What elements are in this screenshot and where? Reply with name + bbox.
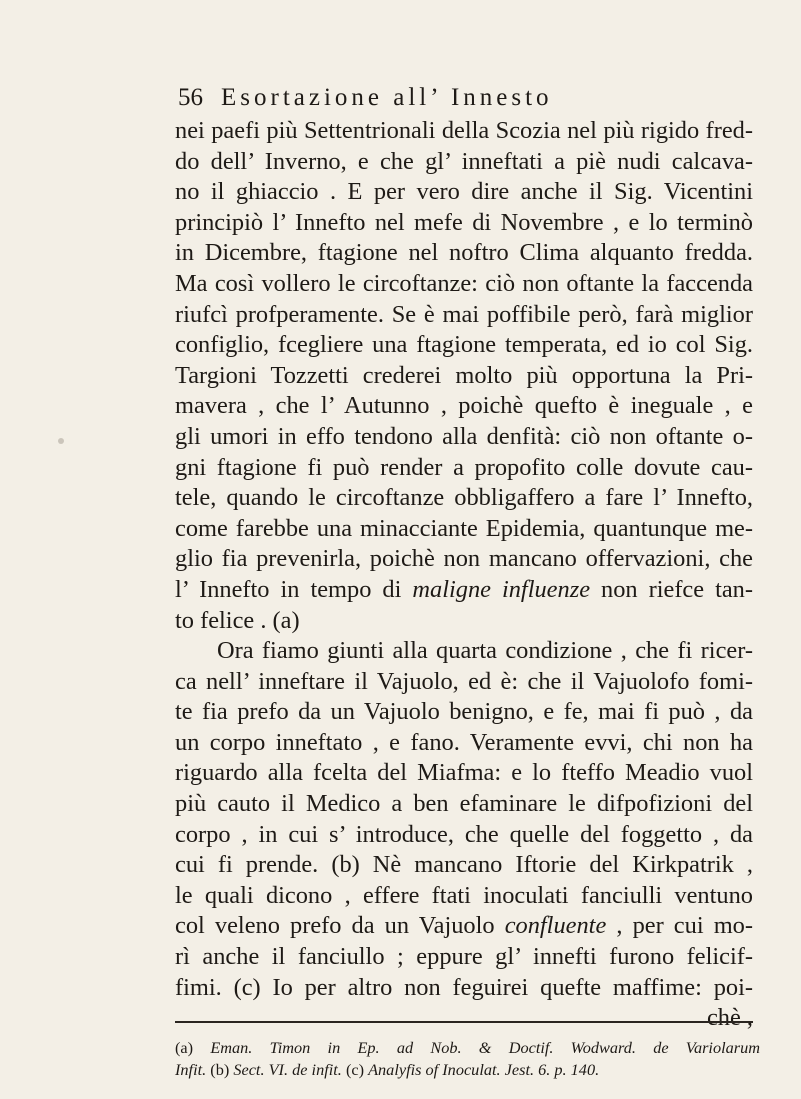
text-line: tele, quando le circoftanze obbligaffero a fare l’ Innefto, — [175, 484, 753, 512]
text-line: in Dicembre, ftagione nel noftro Clima alquanto fredda. — [175, 239, 753, 267]
footnote-divider — [175, 1021, 753, 1023]
footnote-text: Eman. Timon in Ep. ad Nob. & Doctif. Wodward. de Variolarum — [210, 1038, 760, 1057]
text-line: Targioni Tozzetti crederei molto più opportuna la Pri- — [175, 361, 753, 389]
footnote-text: Analyfis of Inoculat. Jest. 6. p. 140. — [368, 1060, 600, 1079]
footnote-mark: (a) — [175, 1038, 194, 1057]
text-fragment: l’ Innefto in tempo di — [175, 575, 402, 603]
italic-phrase: maligne influenze — [412, 575, 591, 603]
text-line: più cauto il Medico a ben efaminare le difpofizioni del — [175, 790, 753, 818]
footnote-text: Infit. — [175, 1060, 207, 1079]
text-line: fimi. (c) Io per altro non feguirei quefte maffime: poi- — [175, 973, 753, 1001]
paragraph-first-line: Ora fiamo giunti alla quarta condizione , che fi ricer- — [217, 637, 753, 665]
text-line: to felice . (a) — [175, 606, 300, 634]
text-line: do dell’ Inverno, e che gl’ inneftati a piè nudi calcava- — [175, 147, 753, 175]
footnote-mark: (b) — [210, 1060, 230, 1079]
text-fragment: non riefce tan- — [601, 575, 753, 603]
text-line: gni ftagione fi può render a propofito colle dovute cau- — [175, 453, 753, 481]
running-title: Esortazione all’ Innesto — [221, 84, 553, 111]
text-line: gli umori in effo tendono alla denfità: ciò non oftante o- — [175, 422, 753, 450]
text-line: configlio, fcegliere una ftagione temperata, ed io col Sig. — [175, 331, 753, 359]
text-line: principiò l’ Innefto nel mefe di Novembre , e lo terminò — [175, 208, 753, 236]
italic-phrase: confluente — [504, 912, 607, 940]
catchword-line: chè , — [706, 1004, 753, 1032]
text-line: ca nell’ inneftare il Vajuolo, ed è: che il Vajuolofo fomi- — [175, 667, 753, 695]
text-line: nei paefi più Settentrionali della Scozia nel più rigido fred- — [175, 117, 753, 144]
text-line: riufcì profperamente. Se è mai poffibile però, farà miglior — [175, 300, 753, 328]
footnote-text: Sect. VI. de infit. — [233, 1060, 342, 1079]
text-fragment: , per cui mo- — [616, 912, 753, 940]
text-line: mavera , che l’ Autunno , poichè quefto è ineguale , e — [175, 392, 753, 420]
footnote-line — [175, 1059, 760, 1081]
text-line: rì anche il fanciullo ; eppure gl’ innefti furono felicif- — [175, 943, 753, 971]
text-line: Ma così vollero le circoftanze: ciò non oftante la faccenda — [175, 269, 753, 297]
text-line: un corpo inneftato , e fano. Veramente evvi, chi non ha — [175, 728, 753, 756]
footnotes — [175, 1037, 760, 1081]
text-line: te fia prefo da un Vajuolo benigno, e fe, mai fi può , da — [175, 698, 753, 726]
footnote-a — [175, 1037, 760, 1059]
text-line — [175, 911, 753, 942]
text-line: come farebbe una minacciante Epidemia, quantunque me- — [175, 514, 753, 542]
running-header — [178, 84, 738, 112]
text-line: le quali dicono , effere ftati inoculati fanciulli ventuno — [175, 881, 753, 909]
text-fragment: col veleno prefo da un Vajuolo — [175, 912, 495, 940]
text-line: riguardo alla fcelta del Miafma: e lo fteffo Meadio vuol — [175, 759, 753, 787]
text-line: glio fia prevenirla, poichè non mancano offervazioni, che — [175, 545, 753, 573]
text-line: corpo , in cui s’ introduce, che quelle del foggetto , da — [175, 820, 753, 848]
text-line: cui fi prende. (b) Nè mancano Iftorie del Kirkpatrik , — [175, 851, 753, 879]
text-line: no il ghiaccio . E per vero dire anche il Sig. Vicentini — [175, 178, 753, 206]
footnote-mark: (c) — [345, 1060, 365, 1079]
body-text — [175, 116, 753, 1034]
text-line — [175, 575, 753, 606]
page-number: 56 — [178, 84, 203, 111]
paper-spot — [58, 438, 64, 444]
